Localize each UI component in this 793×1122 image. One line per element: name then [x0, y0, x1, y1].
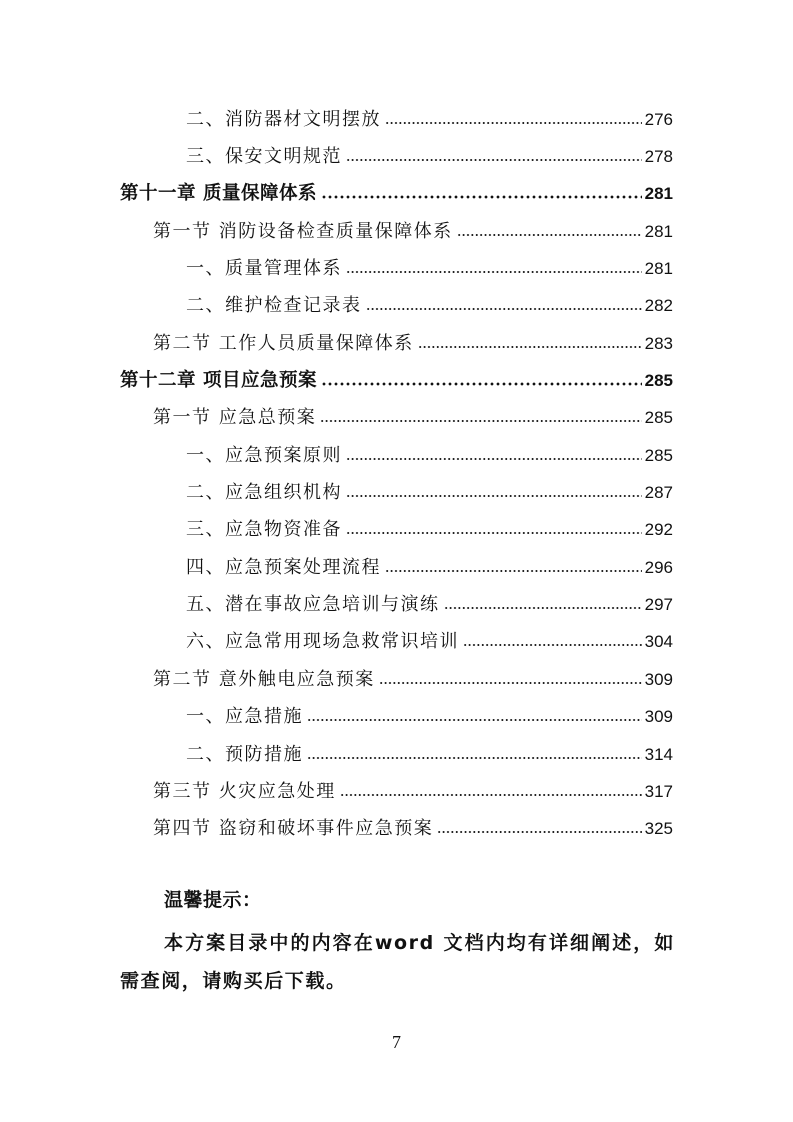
toc-dot-leader — [307, 714, 642, 726]
toc-entry[interactable] — [0, 736, 793, 773]
toc-entry-title: 一、质量管理体系 — [186, 258, 342, 280]
toc-dot-leader — [463, 639, 642, 651]
toc-entry-page: 281 — [644, 221, 673, 241]
tip-heading: 温馨提示： — [164, 889, 262, 911]
toc-entry-page: 314 — [644, 744, 673, 764]
toc-entry-title: 六、应急常用现场急救常识培训 — [186, 631, 459, 653]
toc-chapter-entry[interactable] — [0, 362, 793, 399]
toc-entry-page: 282 — [644, 296, 673, 316]
toc-entry-page: 297 — [644, 595, 673, 615]
toc-entry-page: 309 — [644, 707, 673, 727]
toc-dot-leader — [385, 565, 642, 577]
page-number: 7 — [392, 1032, 401, 1052]
toc-entry-title: 第十二章 项目应急预案 — [120, 370, 317, 392]
toc-entry-page: 281 — [644, 184, 673, 204]
toc-entry-title: 三、保安文明规范 — [186, 146, 342, 168]
toc-entry[interactable] — [0, 586, 793, 623]
toc-entry-title: 一、应急预案原则 — [186, 444, 342, 466]
toc-dot-leader — [444, 602, 642, 614]
toc-section-entry[interactable] — [0, 325, 793, 362]
toc-entry[interactable] — [0, 101, 793, 138]
toc-entry-page: 276 — [644, 109, 673, 129]
toc-entry-title: 第十一章 质量保障体系 — [120, 183, 317, 205]
toc-dot-leader — [457, 229, 642, 241]
toc-entry-title: 第四节 盗窃和破坏事件应急预案 — [153, 818, 434, 840]
toc-entry[interactable] — [0, 437, 793, 474]
toc-dot-leader — [346, 527, 642, 539]
toc-section-entry[interactable] — [0, 773, 793, 810]
toc-entry[interactable] — [0, 512, 793, 549]
toc-entry-page: 325 — [644, 819, 673, 839]
toc-entry-page: 281 — [644, 259, 673, 279]
toc-chapter-entry[interactable] — [0, 176, 793, 213]
toc-entry[interactable] — [0, 288, 793, 325]
toc-dot-leader — [346, 266, 642, 278]
toc-entry-title: 五、潜在事故应急培训与演练 — [186, 594, 440, 616]
toc-entry-page: 317 — [644, 781, 673, 801]
tip-body: 本方案目录中的内容在word 文档内均有详细阐述，如需查阅，请购买后下载。 — [120, 932, 675, 992]
toc-entry[interactable] — [0, 250, 793, 287]
toc-entry-title: 二、消防器材文明摆放 — [186, 108, 381, 130]
toc-entry-title: 四、应急预案处理流程 — [186, 556, 381, 578]
toc-entry-page: 296 — [644, 557, 673, 577]
table-of-contents — [0, 101, 793, 848]
toc-dot-leader — [385, 117, 642, 129]
toc-dot-leader — [437, 826, 641, 838]
toc-entry[interactable] — [0, 549, 793, 586]
toc-dot-leader — [346, 453, 642, 465]
toc-entry-title: 第二节 意外触电应急预案 — [153, 668, 375, 690]
toc-dot-leader — [346, 490, 642, 502]
toc-section-entry[interactable] — [0, 400, 793, 437]
toc-entry[interactable] — [0, 474, 793, 511]
toc-dot-leader — [320, 415, 641, 427]
toc-entry-title: 三、应急物资准备 — [186, 519, 342, 541]
toc-entry-page: 283 — [644, 333, 673, 353]
toc-entry[interactable] — [0, 624, 793, 661]
toc-section-entry[interactable] — [0, 661, 793, 698]
toc-entry[interactable] — [0, 138, 793, 175]
toc-entry-title: 二、预防措施 — [186, 743, 303, 765]
toc-entry-title: 第一节 消防设备检查质量保障体系 — [153, 220, 453, 242]
toc-dot-leader — [418, 341, 642, 353]
toc-entry-title: 一、应急措施 — [186, 706, 303, 728]
toc-entry-page: 285 — [644, 408, 673, 428]
toc-dot-leader — [307, 752, 642, 764]
toc-entry[interactable] — [0, 699, 793, 736]
toc-section-entry[interactable] — [0, 811, 793, 848]
toc-dot-leader — [340, 789, 642, 801]
toc-dot-leader — [321, 378, 642, 390]
toc-entry-page: 278 — [644, 147, 673, 167]
toc-entry-page: 292 — [644, 520, 673, 540]
toc-entry-title: 第一节 应急总预案 — [153, 407, 317, 429]
toc-dot-leader — [379, 677, 642, 689]
toc-entry-page: 309 — [644, 669, 673, 689]
toc-dot-leader — [321, 191, 642, 203]
toc-entry-title: 二、维护检查记录表 — [186, 295, 362, 317]
toc-entry-title: 第二节 工作人员质量保障体系 — [153, 332, 414, 354]
toc-entry-page: 304 — [644, 632, 673, 652]
tip-notice — [120, 880, 675, 1000]
toc-entry-page: 287 — [644, 483, 673, 503]
toc-section-entry[interactable] — [0, 213, 793, 250]
toc-dot-leader — [346, 154, 642, 166]
toc-entry-page: 285 — [644, 445, 673, 465]
toc-entry-title: 第三节 火灾应急处理 — [153, 780, 336, 802]
toc-entry-title: 二、应急组织机构 — [186, 482, 342, 504]
toc-dot-leader — [366, 303, 642, 315]
toc-entry-page: 285 — [644, 371, 673, 391]
